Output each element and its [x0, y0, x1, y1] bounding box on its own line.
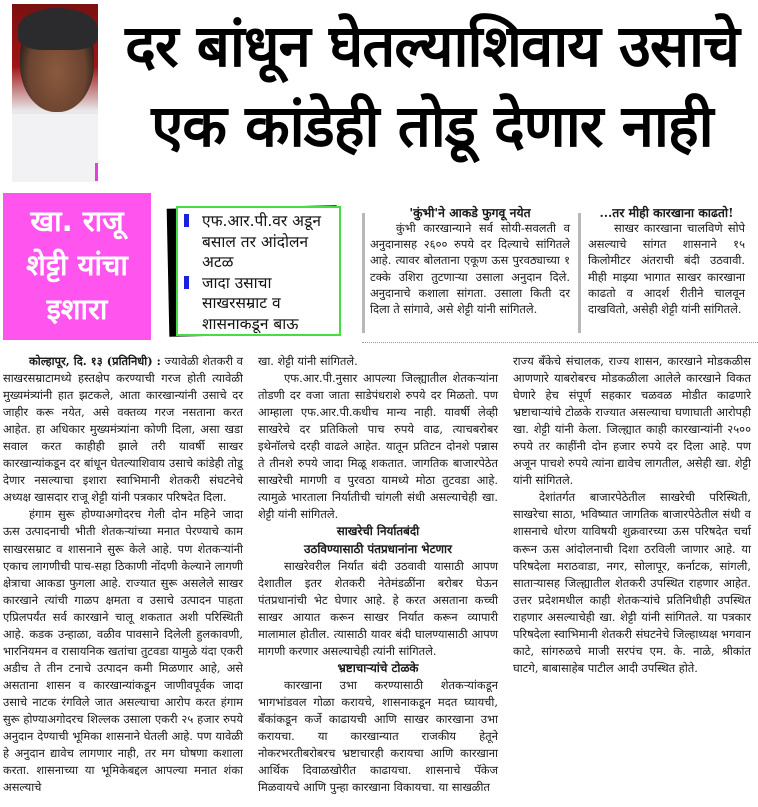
sidebar-body: साखर कारखाना चालविणे सोपे असल्याचे सांगत शासनाने १५ किलोमीटर अंतराची बंदी उठवावी. मीही माझ्या भागात साखर कारखाना काढतो व आदर्श रीतीने चालवून दाखवितो, असेही शेट्टी यांनी सांगितले.	[588, 221, 745, 317]
kicker-box	[3, 193, 151, 340]
kicker-line-3: इशारा	[46, 292, 108, 326]
portrait-shirt	[12, 114, 98, 182]
sidebar-factory	[588, 205, 745, 317]
bullet-icon	[184, 214, 189, 227]
bullet-icon	[184, 276, 189, 289]
sidebar-divider	[578, 213, 581, 333]
headline-line-1: दर बांधून घेतल्याशिवाय उसाचे	[125, 12, 739, 80]
article-column-3	[513, 353, 751, 677]
kicker-line-2: शेट्टी यांचा	[26, 248, 128, 282]
article-paragraph: खा. शेट्टी यांनी सांगितले.	[258, 354, 358, 368]
article-paragraph: साखरेवरील निर्यात बंदी उठवावी यासाठी आपण देशातील इतर शेतकरी नेतेमंडळींना बरोबर घेऊन पंतप्रधानांची भेट घेणार आहे. हे करत असताना कच्ची साखर आयात करून साखर निर्यात करून व्यापारी मालामाल होतील. त्यासाठी यावर बंदी घालण्यासाठी आपण मागणी करणार असल्याचेही त्यांनी सांगितले.	[258, 558, 498, 658]
kicker-line-1: खा. राजू	[30, 204, 124, 238]
article-paragraph: एफ.आर.पी.नुसार आपल्या जिल्ह्यातील शेतकऱ्यांना तोडणी दर वजा जाता साडेपंधराशे रुपये दर मिळतो. पण आम्हाला एफ.आर.पी.कधीच मान्य नाही. यावर्षी लेव्ही साखरेचे दर प्रतिकिलो पाच रुपये वाढ, त्याचबरोबर इथेनॉलचे दरही वाढले आहेत. यातून प्रतिटन दोनशे पन्नास ते तीनशे रुपये जादा मिळू शकतात. जागतिक बाजारपेठेत साखरेची मागणी व पुरवठा यामध्ये मोठा तुटवडा आहे. त्यामुळे भारताला निर्यातीची चांगली संधी असल्याचेही खा. शेट्टी यांनी सांगितले.	[258, 371, 498, 522]
article-paragraph: कारखाना उभा करण्यासाठी शेतकऱ्यांकडून भागभांडवल गोळा करायचे, शासनाकडून मदत घ्यायची, बँकांकडून कर्जे काढायची आणि साखर कारखाना उभा करायचा. या कारखान्यात राजकीय हेतूने नोकरभरतीबरोबरच भ्रष्टाचारही करायचा आणि कारखाना आर्थिक दिवाळखोरीत काढायचा. शासनाचे पॅकेज मिळवायचे आणि पुन्हा कारखाना विकायचा. या साखळीत	[258, 677, 498, 795]
article-column-1	[3, 353, 243, 796]
sidebar-kumbhi	[370, 205, 570, 317]
dotted-separator	[362, 342, 758, 343]
highlight-item: एफ.आर.पी.वर अडून बसाल तर आंदोलन अटळ	[202, 211, 333, 273]
portrait-hair	[18, 8, 98, 50]
article-paragraph: राज्य बँकेचे संचालक, राज्य शासन, कारखाने मोडकळीस आणणारे याबरोबरच मोडकळीला आलेले कारखाने विकत घेणारे हेच संपूर्ण सहकार चळवळ मोडीत काढणारे भ्रष्टाचाऱ्यांचे टोळके राज्यात असल्याचा घणाघाती आरोपही खा. शेट्टी यांनी केला. जिल्ह्यात काही कारखान्यांनी २५०० रुपये तर काहींनी दोन हजार रुपये दर दिला आहे. पण अजून पाचशे रुपये त्यांना द्यावेच लागतील, असेही खा. शेट्टी यांनी सांगितले.	[513, 354, 751, 488]
portrait-photo	[12, 4, 98, 182]
highlight-item: जादा उसाचा साखरसम्राट व शासनाकडून बाऊ	[202, 273, 333, 335]
sidebar-divider	[362, 213, 365, 333]
sidebar-body: कुंभी कारखान्याने सर्व सोयी-सवलती व अनुदानासह २६०० रुपये दर दिल्याचे सांगितले आहे. त्यावर बोलताना एकूण ऊस पुरवठ्याच्या १ टक्के उशिरा तुटणाऱ्या उसाला अनुदान दिले. अनुदानाचे कशाला सांगता. उसाला किती दर दिला ते सांगावे, असे शेट्टी यांनी सांगितले.	[370, 221, 570, 317]
subheading: भ्रष्टाचाऱ्यांचे टोळके	[337, 660, 419, 675]
highlights-box	[176, 206, 341, 336]
sidebar-title: 'कुंभी'ने आकडे फुगवू नयेत	[409, 205, 531, 220]
article-column-2	[258, 353, 498, 796]
dateline: कोल्हापूर, दि. १३ (प्रतिनिधी) :	[29, 354, 161, 368]
sidebar-title: ...तर मीही कारखाना काढतो!	[599, 205, 734, 220]
headline	[108, 6, 756, 166]
article-paragraph: देशांतर्गत बाजारपेठेतील साखरेची परिस्थिती, साखरेचा साठा, भविष्यात जागतिक बाजारपेठेतील संधी व शासनाचे धोरण याविषयी शुक्रवारच्या ऊस परिषदेत चर्चा करून ऊस आंदोलनाची दिशा ठरविली जाणार आहे. या परिषदेला मराठवाडा, नगर, सोलापूर, कर्नाटक, सांगली, साताऱ्यासह जिल्ह्यातील शेतकरी उपस्थित राहणार आहेत. उत्तर प्रदेशमधील काही शेतकऱ्यांचे प्रतिनिधीही उपस्थित राहणार असल्याचेही खा. शेट्टी यांनी सांगितले. या पत्रकार परिषदेला स्वाभिमानी शेतकरी संघटनेचे जिल्हाध्यक्ष भगवान काटे, सांगरुळचे माजी सरपंच एम. के. नाळे, श्रीकांत घाटगे, बाबासाहेब पाटील आदी उपस्थित होते.	[513, 490, 751, 675]
subheading: उठविण्यासाठी पंतप्रधानांना भेटणार	[304, 541, 452, 556]
accent-bar	[95, 163, 98, 181]
subheading: साखरेची निर्यातबंदी	[336, 524, 420, 539]
headline-line-2: एक कांडेही तोडू देणार नाही	[151, 92, 713, 160]
article-paragraph: कोल्हापूर, दि. १३ (प्रतिनिधी) : ज्यावेळी शेतकरी व साखरसम्राटामध्ये हस्तक्षेप करण्याची गरज होती त्यावेळी मुख्यमंत्र्यांनी हात झटकले, आता कारखान्यांनी उसाचे दर जाहीर करू नयेत, असे वक्तव्य गरज नसताना करत आहेत. हा अधिकार मुख्यमंत्र्यांना कोणी दिला, असा खडा सवाल करत काहीही झाले तरी यावर्षी साखर कारखान्यांकडून दर बांधून घेतल्याशिवाय उसाचे कांडेही तोडू देणार नसल्याचा इशारा स्वाभिमानी शेतकरी संघटनेचे अध्यक्ष खासदार राजू शेट्टी यांनी पत्रकार परिषदेत दिला.	[3, 354, 243, 505]
article-paragraph: हंगाम सुरू होण्याअगोदरच गेली दोन महिने जादा ऊस उत्पादनाची भीती शेतकऱ्यांच्या मनात पेरण्याचे काम साखरसम्राट व शासनाने सुरू केले आहे. पण शेतकऱ्यांनी एकाच लागणीची पाच-सहा ठिकाणी नोंदणी केल्याने लागणी क्षेत्राचा आकडा फुगला आहे. राज्यात सुरू असलेले साखर कारखाने त्यांची गाळप क्षमता व उसाचे उत्पादन पाहता एप्रिलपर्यंत सर्व कारखाने चालू शकतात अशी परिस्थिती आहे. कडक उन्हाळा, वळीव पावसाने दिलेली हुलकावणी, भारनियमन व रासायनिक खतांचा तुटवडा यामुळे यंदा एकरी अडीच ते तीन टनाचे उत्पादन कमी मिळणार आहे, असे असताना शासन व कारखान्यांकडून जाणीवपूर्वक जादा उसाचे नाटक रंगविले जात असल्याचा आरोप करत हंगाम सुरू होण्याअगोदरच शिल्लक उसाला एकरी २५ हजार रुपये अनुदान देण्याची भूमिका शासनाने घेतली आहे. पण यावेळी हे अनुदान द्यावेच लागणार नाही, तर मग घोषणा कशाला करता. शासनाच्या या भूमिकेबद्दल आपल्या मनात शंका असल्याचे	[3, 507, 243, 795]
